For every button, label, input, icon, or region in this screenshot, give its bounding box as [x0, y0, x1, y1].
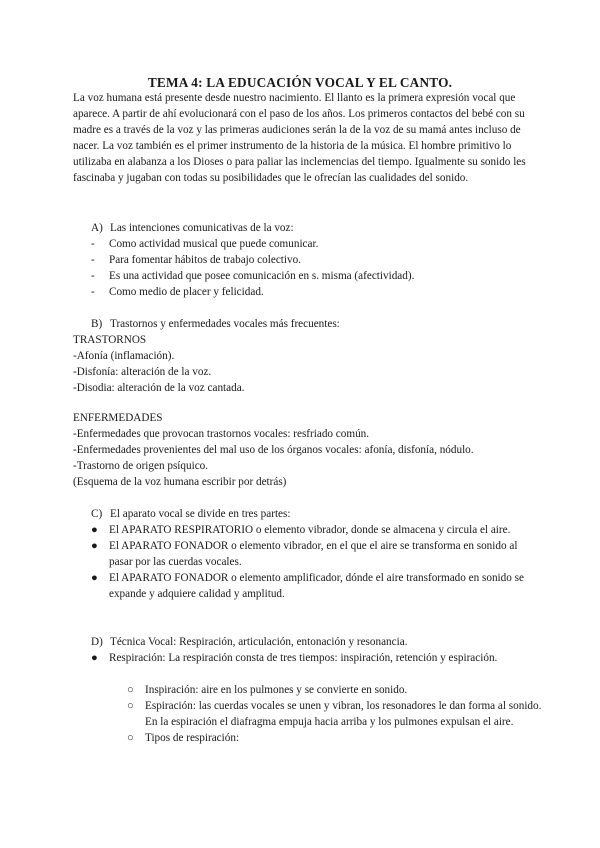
- enfermedad-line: -Enfermedades que provocan trastornos vocales: resfriado común.: [73, 428, 370, 440]
- trastorno-line: -Disodia: alteración de la voz cantada.: [73, 382, 245, 394]
- section-c-letter: C): [91, 508, 103, 520]
- trastornos-block: [73, 332, 543, 396]
- dash-bullet: -: [91, 238, 95, 250]
- sublist-item: [127, 730, 543, 746]
- intro-paragraph: La voz humana está presente desde nuestro nacimiento. El llanto es la primera expresión vocal que aparece. A partir de ahí evolucionará con el paso de los años. Los primeros contactos del bebé con su madre es a través de la voz y las primeras audiciones serán la de la voz de su mamá antes incluso de nacer. La voz también es el primer instrumento de la historia de la música. El hombre primitivo lo utilizaba en alabanza a los Dioses o para paliar las inclemencias del tiempo. Igualmente su sonido les fascinaba y jugaban con todas su posibilidades que le ofrecían las cualidades del sonido.: [73, 92, 526, 184]
- list-item: [91, 236, 541, 252]
- list-item-text: El APARATO FONADOR o elemento amplificador, dónde el aire transformado en sonido se expande y adquiere calidad y amplitud.: [109, 572, 524, 600]
- section-b-heading: [91, 316, 541, 332]
- section-d-letter: D): [91, 636, 103, 648]
- list-item-text: Para fomentar hábitos de trabajo colectivo.: [109, 254, 301, 266]
- sublist-item: [127, 682, 543, 698]
- list-item: [91, 650, 541, 666]
- trastorno-line: -Disfonía: alteración de la voz.: [73, 366, 212, 378]
- section-a-list: [91, 236, 541, 300]
- section-d-sublist: [127, 682, 543, 746]
- enfermedades-block: [73, 410, 543, 490]
- trastornos-title: TRASTORNOS: [73, 334, 147, 346]
- enfermedades-title: ENFERMEDADES: [73, 412, 163, 424]
- bullet-icon: ●: [91, 524, 98, 536]
- list-item-text: Es una actividad que posee comunicación en s. misma (afectividad).: [109, 270, 415, 282]
- sublist-item-text: Espiración: las cuerdas vocales se unen y vibran, los resonadores le dan forma al sonido. En la espiración el diafragma empuja hacia arriba y los pulmones expulsan el aire.: [145, 700, 542, 728]
- dash-bullet: -: [91, 254, 95, 266]
- bullet-icon: ●: [91, 652, 98, 664]
- circle-bullet-icon: ○: [127, 732, 134, 744]
- section-a-heading-text: Las intenciones comunicativas de la voz:: [110, 222, 294, 234]
- section-c-list: [91, 522, 541, 602]
- list-item: [91, 268, 541, 284]
- dash-bullet: -: [91, 286, 95, 298]
- list-item: [91, 570, 541, 602]
- section-b-heading-text: Trastornos y enfermedades vocales más frecuentes:: [110, 318, 340, 330]
- list-item: [91, 252, 541, 268]
- list-item: [91, 284, 541, 300]
- enfermedad-line: -Enfermedades provenientes del mal uso de los órganos vocales: afonía, disfonía, nódulo.: [73, 444, 474, 456]
- enfermedad-line: -Trastorno de origen psíquico.: [73, 460, 209, 472]
- sublist-item-text: Inspiración: aire en los pulmones y se convierte en sonido.: [145, 684, 408, 696]
- section-d-heading: [91, 634, 541, 650]
- document-title: TEMA 4: LA EDUCACIÓN VOCAL Y EL CANTO.: [147, 75, 453, 90]
- section-a-letter: A): [91, 222, 103, 234]
- circle-bullet-icon: ○: [127, 700, 134, 712]
- section-a-heading: [91, 220, 541, 236]
- section-c-heading: [91, 506, 541, 522]
- bullet-icon: ●: [91, 540, 98, 552]
- list-item-text: Como actividad musical que puede comunicar.: [109, 238, 319, 250]
- trastorno-line: -Afonía (inflamación).: [73, 350, 175, 362]
- list-item-text: El APARATO RESPIRATORIO o elemento vibrador, donde se almacena y circula el aire.: [109, 524, 511, 536]
- section-d-heading-text: Técnica Vocal: Respiración, articulación, entonación y resonancia.: [110, 636, 408, 648]
- sublist-item-text: Tipos de respiración:: [145, 732, 240, 744]
- sublist-item: [127, 698, 543, 730]
- section-d-list: [91, 650, 541, 666]
- dash-bullet: -: [91, 270, 95, 282]
- section-c-heading-text: El aparato vocal se divide en tres partes:: [110, 508, 291, 520]
- list-item: [91, 522, 541, 538]
- note-line: (Esquema de la voz humana escribir por detrás): [73, 476, 287, 488]
- list-item-text: Respiración: La respiración consta de tres tiempos: inspiración, retención y espiración.: [109, 652, 498, 664]
- bullet-icon: ●: [91, 572, 98, 584]
- circle-bullet-icon: ○: [127, 684, 134, 696]
- list-item-text: Como medio de placer y felicidad.: [109, 286, 264, 298]
- list-item-text: El APARATO FONADOR o elemento vibrador, en el que el aire se transforma en sonido al pasar por las cuerdas vocales.: [109, 540, 518, 568]
- section-b-letter: B): [91, 318, 103, 330]
- list-item: [91, 538, 541, 570]
